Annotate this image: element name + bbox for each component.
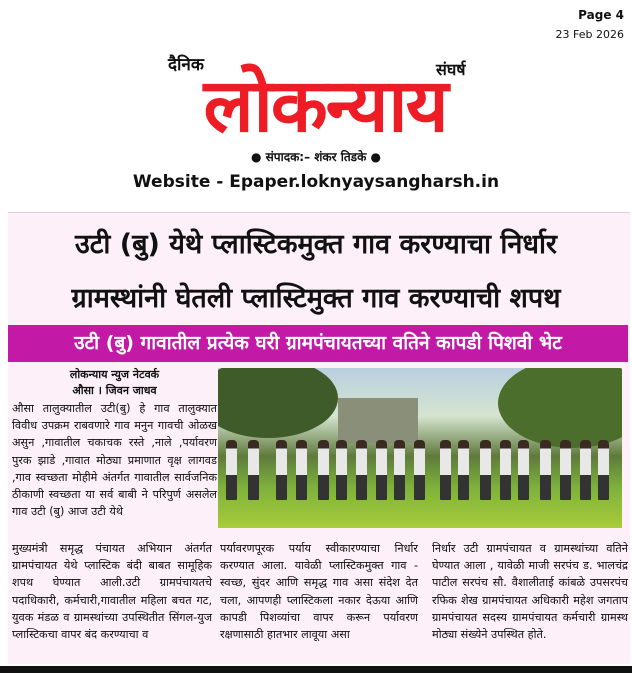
- photo-person: [440, 440, 451, 500]
- photo-person: [560, 440, 571, 500]
- photo-person: [336, 440, 347, 500]
- byline-network: लोकन्याय न्युज नेटवर्क: [69, 368, 160, 381]
- headline-primary: उटी (बु) येथे प्लास्टिकमुक्त गाव करण्याचा निर्धार: [75, 229, 557, 260]
- photo-person: [500, 440, 511, 500]
- page-number: Page 4: [578, 8, 624, 22]
- article-photo: [218, 368, 622, 528]
- photo-person: [540, 440, 551, 500]
- byline-author: औसा । जिवन जाधव: [72, 384, 157, 397]
- photo-person: [376, 440, 387, 500]
- photo-person: [598, 440, 609, 500]
- masthead-prefix: दैनिक: [168, 55, 204, 75]
- photo-person: [394, 440, 405, 500]
- photo-building: [338, 398, 418, 443]
- photo-person: [226, 440, 237, 500]
- masthead-suffix: संघर्ष: [436, 60, 466, 79]
- photo-person: [518, 440, 529, 500]
- photo-tree: [498, 368, 622, 448]
- photo-person: [296, 440, 307, 500]
- photo-person: [276, 440, 287, 500]
- headline-secondary: ग्रामस्थांनी घेतली प्लास्टिमुक्त गाव करण्याची शपथ: [71, 283, 561, 314]
- article-intro: औसा तालुक्यातील उटी(बु) हे गाव तालुक्यात विवीध उपक्रम राबवणारे गाव मनुन गावची ओळख असुन ,गावातील चकाचक रस्ते ,नाले ,पर्यावरण पुरक झाडे ,गावात मोठ्या प्रमाणात वृक्ष लागवड ,गाव स्वच्छता मोहीमे अंतर्गत गावातील सार्वजनिक ठीकाणी स्वच्छता या सर्व बाबी ने परिपुर्ण असलेल गाव उटी (बु) आज उटी येथे: [12, 402, 217, 519]
- website-link[interactable]: Website - Epaper.loknyaysangharsh.in: [132, 172, 500, 192]
- photo-person: [580, 440, 591, 500]
- article-column-2: पर्यावरणपूरक पर्याय स्वीकारण्याचा निर्धार करण्यात आला. यावेळी प्लास्टिकमुक्त गाव - स्वच्छ, सुंदर आणि समृद्ध गाव असा संदेश देत चला, आपणही प्लास्टिकला नकार देऊया आणि कापडी पिशव्यांचा वापर करून पर्यावरण रक्षणासाठी हातभार लावूया असा: [220, 542, 418, 642]
- photo-person: [480, 440, 491, 500]
- photo-person: [248, 440, 259, 500]
- photo-person: [356, 440, 367, 500]
- issue-date: 23 Feb 2026: [555, 28, 624, 41]
- photo-person: [318, 440, 329, 500]
- article-column-3: निर्धार उटी ग्रामपंचायत व ग्रामस्थांच्या वतिने घेण्यात आला , यावेळी माजी सरपंच ड. भालचंद्र पाटील सरपंच सौ. वैशालीताई कांबळे उपसरपंच रफिक शेख ग्रामपंचायत अधिकारी महेश जगताप ग्रामपंचायत सदस्य ग्रामपंचायत कर्मचारी ग्रामस्थ मोठ्या संख्येने उपस्थित होते.: [432, 542, 628, 642]
- photo-person: [458, 440, 469, 500]
- article-column-1: मुख्यमंत्री समृद्ध पंचायत अभियान अंतर्गत ग्रामपंचायत येथे प्लास्टिक बंदी बाबत सामूहिक शपथ घेण्यात आली.उटी ग्रामपंचायतचे पदाधिकारी, कर्मचारी,गावातील महिला बचत गट, युवक मंडळ व ग्रामस्थांच्या उपस्थितीत सिंगल-युज प्लास्टिकचा वापर बंद करण्याचा व: [12, 542, 212, 642]
- masthead-logo: लोकन्याय: [203, 63, 447, 149]
- subheadline-banner: उटी (बु) गावातील प्रत्येक घरी ग्रामपंचायतच्या वतिने कापडी पिशवी भेट: [8, 325, 628, 362]
- page-bottom-rule: [0, 666, 632, 673]
- byline: [12, 367, 217, 399]
- editor-line: ● संपादक:– शंकर तिडके ●: [251, 150, 381, 164]
- photo-tree: [218, 368, 338, 438]
- photo-person: [414, 440, 425, 500]
